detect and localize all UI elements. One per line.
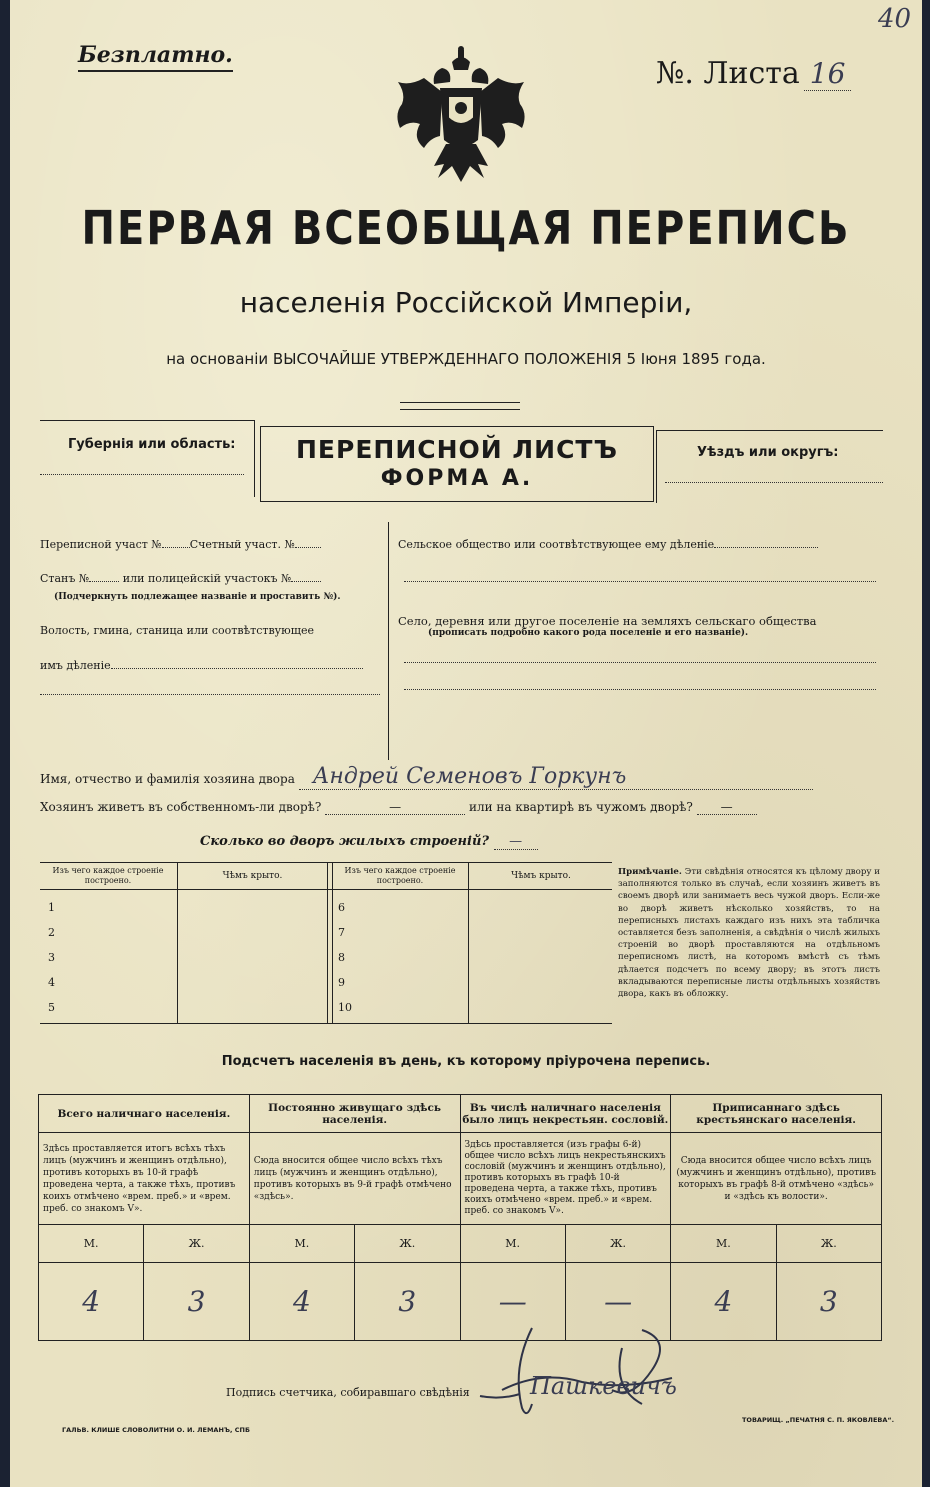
ornament-divider bbox=[400, 402, 520, 410]
male-header: М. bbox=[671, 1225, 776, 1263]
population-count-table bbox=[38, 1094, 882, 1341]
permanent-female-count: 3 bbox=[355, 1263, 460, 1341]
free-label: Безплатно. bbox=[78, 42, 233, 72]
district-line bbox=[665, 482, 883, 483]
building-rows-right bbox=[338, 895, 352, 1020]
building-rows-left bbox=[48, 895, 55, 1020]
rented-value: — bbox=[697, 800, 757, 815]
own-yard-value: — bbox=[325, 800, 465, 815]
village-label: Село, деревня или другое поселеніе на земляхъ сельскаго общества bbox=[398, 614, 817, 628]
signature-name: Пашкевичъ bbox=[530, 1372, 677, 1400]
note-head: Примѣчаніе. bbox=[618, 867, 682, 877]
right-location-fields bbox=[398, 538, 876, 690]
footer-left: ГАЛЬВ. КЛИШЕ СЛОВОЛИТНИ О. И. ЛЕМАНЪ, СПБ bbox=[62, 1426, 250, 1434]
owner-label: Имя, отчество и фамилія хозяина двора bbox=[40, 772, 295, 786]
subtitle: населенія Россійской Имперіи, bbox=[239, 286, 693, 319]
district-label: Уѣздъ или округъ: bbox=[697, 445, 839, 460]
count-header-peasant: Приписаннаго здѣсь крестьянскаго населенія. bbox=[671, 1095, 882, 1133]
volost-label-2: имъ дѣленіе bbox=[40, 659, 111, 672]
count-desc-nonpeasant: Здѣсь проставляется (изъ графы 6-й) общее число всѣхъ лицъ некрестьянскихъ сословій (мужчинъ и женщинъ отдѣльно), противъ которыхъ въ графѣ 10-й проведена черта, а также тѣхъ, противъ коихъ отмѣчено «врем. преб.» и «врем. преб. со знакомъ V». bbox=[460, 1133, 671, 1225]
buildings-question: Сколько во дворъ жилыхъ строеній? bbox=[200, 834, 490, 849]
location-divider bbox=[388, 522, 389, 760]
female-header: Ж. bbox=[776, 1225, 881, 1263]
police-label: или полицейскій участокъ № bbox=[122, 572, 292, 585]
village-line-2 bbox=[404, 689, 876, 690]
sheet-number-value: 16 bbox=[804, 57, 852, 91]
count-header-total: Всего наличнаго населенія. bbox=[39, 1095, 250, 1133]
total-male-count: 4 bbox=[39, 1263, 144, 1341]
built-header-left: Изъ чего каждое строеніе построено. bbox=[52, 866, 164, 885]
peasant-female-count: 3 bbox=[776, 1263, 881, 1341]
count-desc-peasant: Сюда вносится общее число всѣхъ лицъ (мужчинъ и женщинъ отдѣльно), противъ которыхъ въ графѣ 8-й отмѣчено «здѣсь» и «здѣсь къ волости». bbox=[671, 1133, 882, 1225]
buildings-answer: — bbox=[494, 834, 538, 850]
buildings-note bbox=[618, 866, 880, 1000]
province-box bbox=[40, 420, 255, 497]
note-text: Эти свѣдѣнія относятся къ цѣлому двору и заполняются только въ случаѣ, если хозяинъ живетъ въ своемъ дворѣ или занимаетъ весь чужой дворъ. Если-же во дворѣ живетъ нѣсколько хозяйствъ, то на переписныхъ листахъ каждаго изъ нихъ эта табличка оставляется безъ заполненія, а свѣдѣнія о числѣ жилыхъ строеній во дворѣ проставляются на отдѣльномъ переписномъ листѣ, на которомъ вмѣстѣ съ тѣмъ дѣлается подсчетъ по всему двору; въ этотъ листъ вкладываются переписные листы отдѣльныхъ хозяйствъ двора, какъ въ обложку. bbox=[618, 867, 881, 1000]
nonpeasant-female-count: — bbox=[565, 1263, 670, 1341]
peasant-male-count: 4 bbox=[671, 1263, 776, 1341]
female-header: Ж. bbox=[144, 1225, 249, 1263]
district-box bbox=[656, 430, 883, 503]
built-header-right: Изъ чего каждое строеніе построено. bbox=[344, 866, 456, 885]
building-row: 8 bbox=[338, 951, 345, 964]
total-female-count: 3 bbox=[144, 1263, 249, 1341]
sheet-number-label: №. Листа bbox=[656, 56, 800, 91]
signature-label: Подпись счетчика, собиравшаго свѣдѣнія bbox=[226, 1386, 470, 1399]
nonpeasant-male-count: — bbox=[460, 1263, 565, 1341]
owner-name: Андрей Семеновъ Горкунъ bbox=[299, 764, 813, 790]
building-row: 9 bbox=[338, 976, 345, 989]
building-row: 4 bbox=[48, 976, 55, 989]
building-row: 2 bbox=[48, 926, 55, 939]
volost-label-1: Волость, гмина, станица или соотвѣтствующее bbox=[40, 624, 314, 637]
counting-area-label: Счетный участ. № bbox=[189, 538, 295, 551]
form-title: ПЕРЕПИСНОЙ ЛИСТЪ bbox=[296, 435, 618, 464]
corner-number: 40 bbox=[878, 4, 912, 34]
female-header: Ж. bbox=[355, 1225, 460, 1263]
count-desc-permanent: Сюда вносится общее число всѣхъ тѣхъ лицъ (мужчинъ и женщинъ отдѣльно), противъ которыхъ въ 9-й графѣ отмѣчено «здѣсь». bbox=[249, 1133, 460, 1225]
rural-society-row bbox=[398, 538, 876, 551]
province-line bbox=[40, 474, 244, 475]
roof-header-left: Чѣмъ крыто. bbox=[222, 871, 283, 881]
buildings-table bbox=[40, 862, 612, 1024]
form-subtitle: ФОРМА А. bbox=[380, 466, 534, 491]
male-header: М. bbox=[249, 1225, 354, 1263]
village-note: (прописать подробно какого рода поселеніе и его названіе). bbox=[428, 628, 749, 638]
building-row: 5 bbox=[48, 1001, 55, 1014]
residence-row bbox=[40, 800, 880, 815]
rented-label: или на квартирѣ въ чужомъ дворѣ? bbox=[468, 800, 693, 814]
owner-row bbox=[40, 764, 880, 790]
imperial-eagle-emblem bbox=[394, 44, 528, 194]
left-location-fields bbox=[40, 538, 380, 695]
roof-header-right: Чѣмъ крыто. bbox=[511, 871, 571, 881]
building-row: 1 bbox=[48, 901, 55, 914]
building-row: 3 bbox=[48, 951, 55, 964]
stan-label: Станъ № bbox=[40, 572, 90, 585]
underline-note: (Подчеркнуть подлежащее названіе и проставить №). bbox=[54, 592, 341, 602]
volost-row bbox=[40, 659, 380, 672]
buildings-table-divider bbox=[327, 863, 333, 1023]
census-area-row bbox=[40, 538, 380, 564]
rural-society-label: Сельское общество или соотвѣтствующее ему дѣленіе bbox=[398, 538, 715, 551]
female-header: Ж. bbox=[565, 1225, 670, 1263]
count-header-permanent: Постоянно живущаго здѣсь населенія. bbox=[249, 1095, 460, 1133]
legal-basis: на основаніи ВЫСОЧАЙШЕ УТВЕРЖДЕННАГО ПОЛОЖЕНІЯ 5 Іюня 1895 года. bbox=[166, 350, 766, 368]
stan-row bbox=[40, 572, 380, 592]
building-row: 10 bbox=[338, 1001, 352, 1014]
permanent-male-count: 4 bbox=[249, 1263, 354, 1341]
building-row: 7 bbox=[338, 926, 345, 939]
own-yard-label: Хозяинъ живетъ въ собственномъ-ли дворѣ? bbox=[40, 800, 322, 814]
census-sheet bbox=[10, 0, 922, 1487]
building-row: 6 bbox=[338, 901, 345, 914]
sheet-number bbox=[656, 56, 856, 91]
male-header: М. bbox=[39, 1225, 144, 1263]
count-header-nonpeasant: Въ числѣ наличнаго населенія было лицъ некрестьян. сословій. bbox=[460, 1095, 671, 1133]
footer-right: ТОВАРИЩ. „ПЕЧАТНЯ С. П. ЯКОВЛЕВА“. bbox=[742, 1416, 895, 1424]
main-title: ПЕРВАЯ ВСЕОБЩАЯ ПЕРЕПИСЬ bbox=[81, 202, 851, 256]
volost-line bbox=[40, 694, 380, 695]
census-area-label: Переписной участ № bbox=[40, 538, 162, 551]
buildings-row bbox=[200, 834, 538, 850]
count-desc-total: Здѣсь проставляется итогъ всѣхъ тѣхъ лицъ (мужчинъ и женщинъ отдѣльно), противъ которыхъ въ 10-й графѣ проведена черта, а также тѣхъ, противъ коихъ отмѣчено «врем. преб.» и «врем. преб. со знакомъ V». bbox=[39, 1133, 250, 1225]
count-title: Подсчетъ населенія въ день, къ которому пріурочена перепись. bbox=[221, 1054, 711, 1069]
form-title-box bbox=[260, 426, 654, 502]
province-label: Губернія или область: bbox=[68, 437, 236, 452]
male-header: М. bbox=[460, 1225, 565, 1263]
village-line-1 bbox=[404, 662, 876, 663]
rural-society-line bbox=[404, 581, 876, 582]
